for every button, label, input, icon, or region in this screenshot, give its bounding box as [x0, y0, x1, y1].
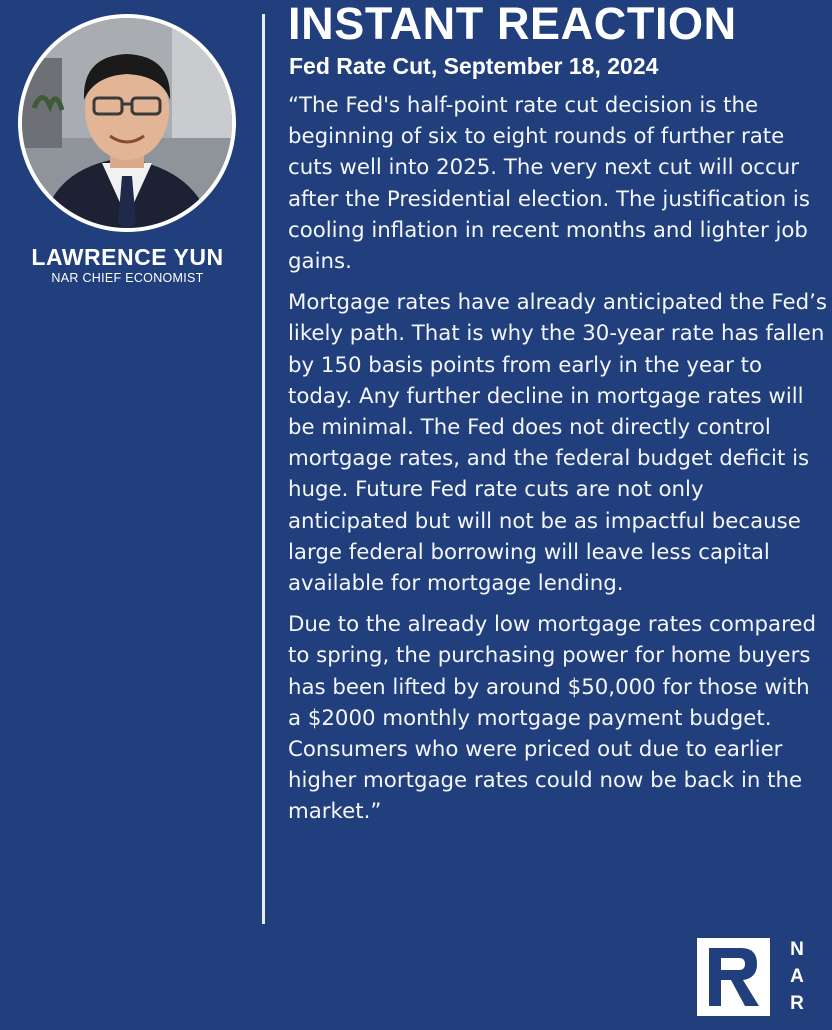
quote-paragraph: Due to the already low mortgage rates compared to spring, the purchasing power for home buyers has been lifted by around $50,000 for those with a $2000 monthly mortgage payment budget. Consumers who were priced out due to earlier higher mortgage rates could now be back in the market.”: [288, 612, 817, 825]
quote-paragraph: “The Fed's half-point rate cut decision is the beginning of six to eight rounds of further rate cuts well into 2025. The very next cut will occur after the Presidential election. The justification is cooling inflation in recent months and lighter job gains.: [288, 93, 810, 275]
person-photo-icon: [22, 18, 232, 228]
realtor-r-logo-icon: [697, 938, 770, 1016]
vertical-divider: [262, 14, 265, 924]
person-title: NAR CHIEF ECONOMIST: [51, 271, 204, 285]
quote-body: [288, 90, 828, 838]
headline-subtitle: Fed Rate Cut, September 18, 2024: [289, 53, 659, 79]
nar-letter: N: [790, 939, 804, 960]
nar-letter: R: [790, 993, 804, 1014]
quote-paragraph: Mortgage rates have already anticipated the Fed’s likely path. That is why the 30-year rate has fallen by 150 basis points from early in the year to today. Any further decline in mortgage rates will be minimal. The Fed does not directly control mortgage rates, and the federal budget deficit is huge. Future Fed rate cuts are not only anticipated but will not be as impactful because large federal borrowing will leave less capital available for mortgage lending.: [288, 290, 827, 597]
portrait-photo: [18, 14, 236, 232]
headline-title: INSTANT REACTION: [288, 0, 737, 49]
nar-wordmark: [786, 936, 808, 1017]
nar-letter: A: [790, 966, 804, 987]
person-name: LAWRENCE YUN: [31, 244, 224, 270]
